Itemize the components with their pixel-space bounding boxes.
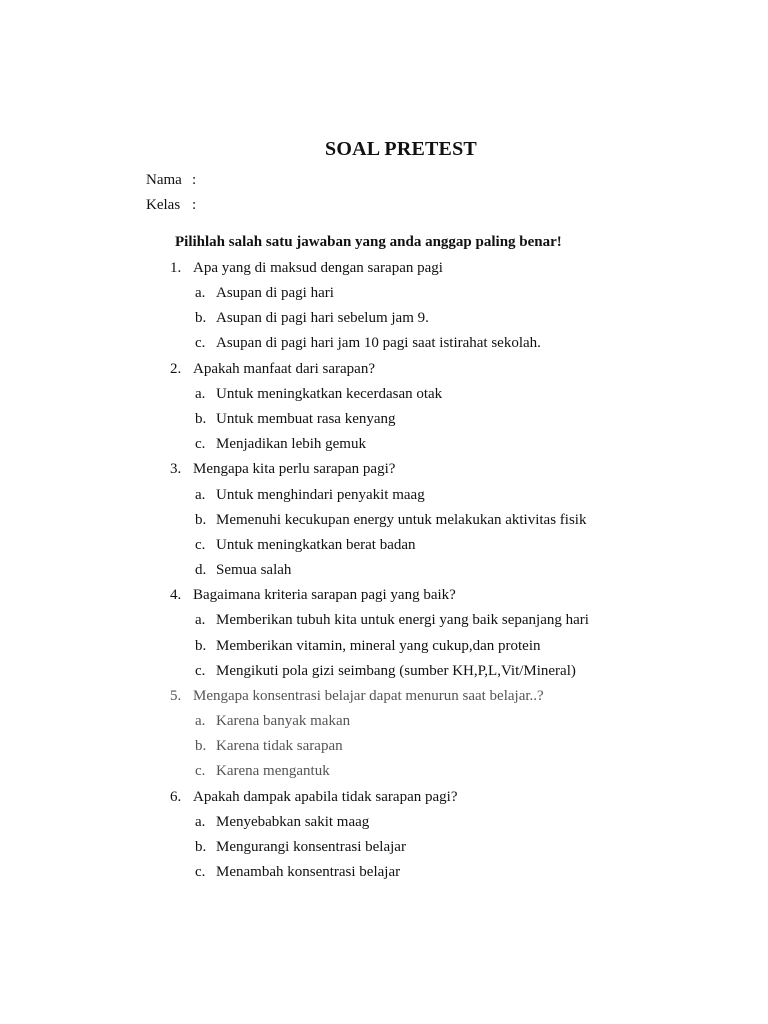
option-3b xyxy=(195,511,735,529)
question-number: 3. xyxy=(170,461,182,477)
option-letter: a. xyxy=(195,814,206,830)
option-letter: a. xyxy=(195,487,206,503)
question-5 xyxy=(170,687,730,705)
option-text: Karena tidak sarapan xyxy=(216,738,343,754)
option-text: Asupan di pagi hari sebelum jam 9. xyxy=(216,310,429,326)
option-6b xyxy=(195,838,735,856)
nama-field xyxy=(146,171,196,189)
option-text: Memberikan vitamin, mineral yang cukup,dan protein xyxy=(216,638,541,654)
question-text: Mengapa konsentrasi belajar dapat menurun saat belajar..? xyxy=(193,688,544,704)
option-3d xyxy=(195,561,735,579)
option-text: Semua salah xyxy=(216,562,292,578)
option-text: Karena mengantuk xyxy=(216,763,330,779)
option-text: Mengurangi konsentrasi belajar xyxy=(216,839,406,855)
kelas-field xyxy=(146,196,196,214)
option-letter: c. xyxy=(195,335,206,351)
option-5b xyxy=(195,737,735,755)
option-text: Menyebabkan sakit maag xyxy=(216,814,370,830)
question-3 xyxy=(170,460,730,478)
option-text: Asupan di pagi hari xyxy=(216,285,334,301)
option-1c xyxy=(195,334,735,352)
nama-colon: : xyxy=(192,172,197,188)
option-text: Untuk meningkatkan berat badan xyxy=(216,537,416,553)
option-text: Memberikan tubuh kita untuk energi yang baik sepanjang hari xyxy=(216,612,589,628)
kelas-label: Kelas xyxy=(146,197,181,213)
option-2b xyxy=(195,410,735,428)
question-text: Apakah manfaat dari sarapan? xyxy=(193,361,375,377)
option-letter: b. xyxy=(195,638,207,654)
option-letter: b. xyxy=(195,411,207,427)
option-letter: b. xyxy=(195,738,207,754)
option-letter: b. xyxy=(195,512,207,528)
question-1 xyxy=(170,259,730,277)
option-5a xyxy=(195,712,735,730)
option-text: Menjadikan lebih gemuk xyxy=(216,436,366,452)
option-text: Untuk membuat rasa kenyang xyxy=(216,411,396,427)
option-text: Memenuhi kecukupan energy untuk melakukan aktivitas fisik xyxy=(216,512,587,528)
option-letter: c. xyxy=(195,763,206,779)
question-number: 2. xyxy=(170,361,182,377)
question-text: Apakah dampak apabila tidak sarapan pagi? xyxy=(193,789,458,805)
option-text: Menambah konsentrasi belajar xyxy=(216,864,401,880)
option-5c xyxy=(195,762,735,780)
option-6c xyxy=(195,863,735,881)
option-text: Mengikuti pola gizi seimbang (sumber KH,P,L,Vit/Mineral) xyxy=(216,663,576,679)
question-4 xyxy=(170,586,730,604)
page-title: SOAL PRETEST xyxy=(325,138,477,160)
option-letter: a. xyxy=(195,285,206,301)
option-text: Untuk menghindari penyakit maag xyxy=(216,487,425,503)
kelas-colon: : xyxy=(192,197,197,213)
option-2a xyxy=(195,385,735,403)
question-text: Mengapa kita perlu sarapan pagi? xyxy=(193,461,396,477)
option-3a xyxy=(195,486,735,504)
option-1b xyxy=(195,309,735,327)
option-letter: b. xyxy=(195,310,207,326)
question-2 xyxy=(170,360,730,378)
option-letter: b. xyxy=(195,839,207,855)
option-4a xyxy=(195,611,735,629)
nama-label: Nama xyxy=(146,172,182,188)
option-6a xyxy=(195,813,735,831)
question-text: Bagaimana kriteria sarapan pagi yang baik? xyxy=(193,587,456,603)
option-letter: a. xyxy=(195,713,206,729)
option-letter: a. xyxy=(195,386,206,402)
question-6 xyxy=(170,788,730,806)
question-number: 1. xyxy=(170,260,182,276)
question-number: 6. xyxy=(170,789,182,805)
option-text: Untuk meningkatkan kecerdasan otak xyxy=(216,386,443,402)
instruction-text: Pilihlah salah satu jawaban yang anda anggap paling benar! xyxy=(175,234,562,250)
option-3c xyxy=(195,536,735,554)
question-number: 4. xyxy=(170,587,182,603)
option-4c xyxy=(195,662,735,680)
option-letter: a. xyxy=(195,612,206,628)
question-text: Apa yang di maksud dengan sarapan pagi xyxy=(193,260,443,276)
option-letter: c. xyxy=(195,537,206,553)
option-1a xyxy=(195,284,735,302)
option-letter: c. xyxy=(195,436,206,452)
option-letter: c. xyxy=(195,864,206,880)
option-letter: c. xyxy=(195,663,206,679)
option-text: Karena banyak makan xyxy=(216,713,351,729)
option-text: Asupan di pagi hari jam 10 pagi saat istirahat sekolah. xyxy=(216,335,541,351)
question-number: 5. xyxy=(170,688,182,704)
option-letter: d. xyxy=(195,562,207,578)
option-4b xyxy=(195,637,735,655)
option-2c xyxy=(195,435,735,453)
